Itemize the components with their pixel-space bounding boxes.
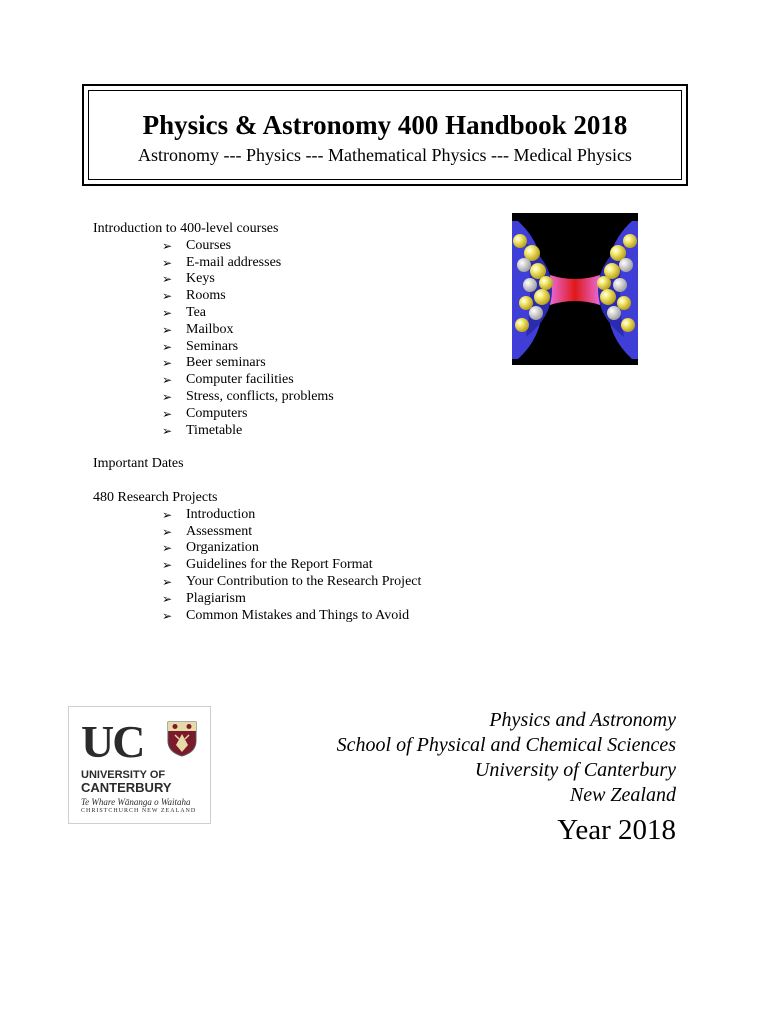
address-university: University of Canterbury <box>474 759 676 781</box>
list-item: ➢ Keys <box>162 271 215 287</box>
section-heading: Important Dates <box>93 456 184 471</box>
list-item: ➢ Seminars <box>162 338 239 354</box>
section-heading: Introduction to 400-level courses <box>93 221 279 236</box>
list-item: ➢ Computers <box>162 405 248 421</box>
arrow-bullet-icon: ➢ <box>162 373 173 388</box>
title-box <box>82 84 688 186</box>
arrow-bullet-icon: ➢ <box>162 322 173 337</box>
logo-line-city: CHRISTCHURCH NEW ZEALAND <box>81 808 197 814</box>
list-item: ➢ Common Mistakes and Things to Avoid <box>162 607 410 623</box>
arrow-bullet-icon: ➢ <box>162 423 173 438</box>
title-box-inner <box>88 90 682 180</box>
toc-section-dates <box>93 456 184 473</box>
list-item: ➢ Rooms <box>162 288 226 304</box>
list-item: ➢ E-mail addresses <box>162 254 282 270</box>
address-department: Physics and Astronomy <box>489 709 676 731</box>
crest-icon <box>167 721 197 757</box>
list-item: ➢ Plagiarism <box>162 590 246 606</box>
toc-section-intro <box>93 221 334 439</box>
section-heading: 480 Research Projects <box>93 490 218 505</box>
list-item: ➢ Stress, conflicts, problems <box>162 388 334 404</box>
list-item: ➢ Beer seminars <box>162 355 266 371</box>
logo-letters: UC <box>81 716 144 767</box>
address-school: School of Physical and Chemical Sciences <box>336 734 676 756</box>
arrow-bullet-icon: ➢ <box>162 541 173 556</box>
list-item: ➢ Tea <box>162 304 207 320</box>
arrow-bullet-icon: ➢ <box>162 238 173 253</box>
arrow-bullet-icon: ➢ <box>162 406 173 421</box>
molecule-illustration <box>512 213 638 365</box>
list-item: ➢ Timetable <box>162 422 243 438</box>
document-title: Physics & Astronomy 400 Handbook 2018 <box>142 110 628 140</box>
arrow-bullet-icon: ➢ <box>162 255 173 270</box>
arrow-bullet-icon: ➢ <box>162 289 173 304</box>
list-item: ➢ Courses <box>162 237 232 253</box>
arrow-bullet-icon: ➢ <box>162 389 173 404</box>
arrow-bullet-icon: ➢ <box>162 574 173 589</box>
arrow-bullet-icon: ➢ <box>162 305 173 320</box>
section-list <box>93 507 421 625</box>
year-label: Year 2018 <box>557 814 676 846</box>
logo-line-maori: Te Whare Wānanga o Waitaha <box>81 797 191 807</box>
arrow-bullet-icon: ➢ <box>162 558 173 573</box>
molecule-graphic <box>512 213 638 365</box>
list-item: ➢ Computer facilities <box>162 372 294 388</box>
list-item: ➢ Mailbox <box>162 321 234 337</box>
document-subtitle: Astronomy --- Physics --- Mathematical Physics --- Medical Physics <box>138 145 632 165</box>
address-country: New Zealand <box>569 784 676 806</box>
list-item: ➢ Introduction <box>162 506 256 522</box>
list-item: ➢ Organization <box>162 540 259 556</box>
arrow-bullet-icon: ➢ <box>162 608 173 623</box>
arrow-bullet-icon: ➢ <box>162 339 173 354</box>
toc-section-research <box>93 490 421 624</box>
list-item: ➢ Your Contribution to the Research Project <box>162 573 422 589</box>
logo-line-canterbury: CANTERBURY <box>81 780 172 795</box>
arrow-bullet-icon: ➢ <box>162 356 173 371</box>
university-logo <box>68 706 211 824</box>
arrow-bullet-icon: ➢ <box>162 524 173 539</box>
list-item: ➢ Guidelines for the Report Format <box>162 557 373 573</box>
arrow-bullet-icon: ➢ <box>162 272 173 287</box>
arrow-bullet-icon: ➢ <box>162 591 173 606</box>
address-block <box>337 708 676 848</box>
list-item: ➢ Assessment <box>162 523 253 539</box>
logo-line-university: UNIVERSITY OF <box>81 769 166 781</box>
section-list <box>93 238 334 440</box>
arrow-bullet-icon: ➢ <box>162 507 173 522</box>
